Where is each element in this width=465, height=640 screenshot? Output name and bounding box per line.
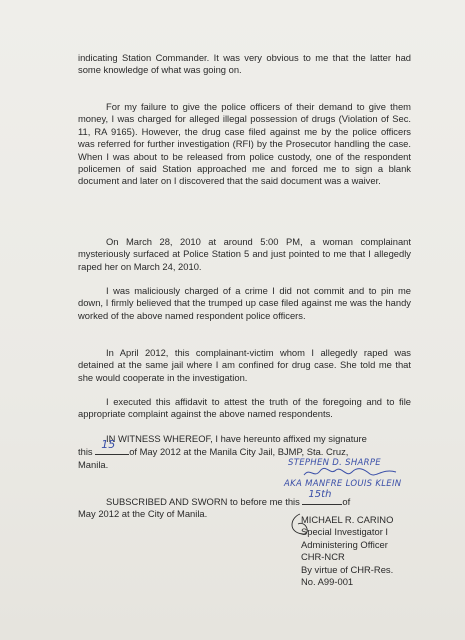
officer-office: CHR-NCR [301, 551, 345, 563]
subscribed-day-blank [302, 489, 342, 505]
officer-number: No. A99-001 [301, 576, 354, 588]
affiant-signature-scribble [300, 466, 400, 480]
witness-line-3: Manila. [78, 458, 109, 470]
paragraph-station-commander: indicating Station Commander. It was very obvious to me that the latter had some knowledge of what was going on. [78, 52, 411, 76]
affiant-printed-name: STEPHEN D. SHARPE [288, 458, 381, 468]
officer-name: MICHAEL R. CARINO [301, 514, 394, 525]
paragraph-complainant: On March 28, 2010 at around 5:00 PM, a woman complainant mysteriously surfaced at Police Station 5 and just pointed to me that I allegedly raped her on March 24, 2010. [78, 236, 411, 272]
subscribed-day-handwritten: 15th [308, 489, 332, 500]
witness-rest: of May 2012 at the Manila City Jail, BJMP, Sta. Cruz, [129, 446, 349, 458]
witness-this: this [78, 446, 93, 458]
subscribed-line-2: May 2012 at the City of Manila. [78, 508, 208, 520]
paragraph-malicious-charge: I was maliciously charged of a crime I did not commit and to pin me down, I firmly believed that the trumped up case filed against me was the handy worked of the above named respondent police officers. [78, 285, 411, 321]
paragraph-drug-charge: For my failure to give the police officers of their demand to give them money, I was charged for alleged illegal possession of drugs (Violation of Sec. 11, RA 9165). However, the drug case filed against me by the police officers was referred for further investigation (RFI) by the Prosecutor handling the case. When I was about to be released from police custody, one of the respondent policemen of said Station approached me and forced me to sign a blank document and later on I discovered that the said document was a waiver. [78, 101, 411, 187]
paragraph-april-2012: In April 2012, this complainant-victim whom I allegedly raped was detained at the same jail where I am confined for drug case. She told me that she would cooperate in the investigation. [78, 347, 411, 383]
affiant-aka: AKA MANFRE LOUIS KLEIN [284, 479, 402, 489]
officer-block [301, 514, 393, 588]
witness-line-1: IN WITNESS WHEREOF, I have hereunto affixed my signature [106, 433, 367, 444]
paragraph-executed: I executed this affidavit to attest the truth of the foregoing and to file appropriate complaint against the above named respondents. [78, 396, 411, 420]
officer-title: Special Investigator I [301, 526, 389, 538]
subscribed-line-1 [78, 489, 411, 508]
witness-day-handwritten: 15 [101, 438, 116, 452]
subscribed-of: of [342, 496, 351, 507]
subscribed-text: SUBSCRIBED AND SWORN to before me this [106, 496, 300, 507]
witness-day-blank [95, 438, 129, 455]
officer-virtue: By virtue of CHR-Res. [301, 563, 394, 575]
officer-role: Administering Officer [301, 538, 388, 550]
